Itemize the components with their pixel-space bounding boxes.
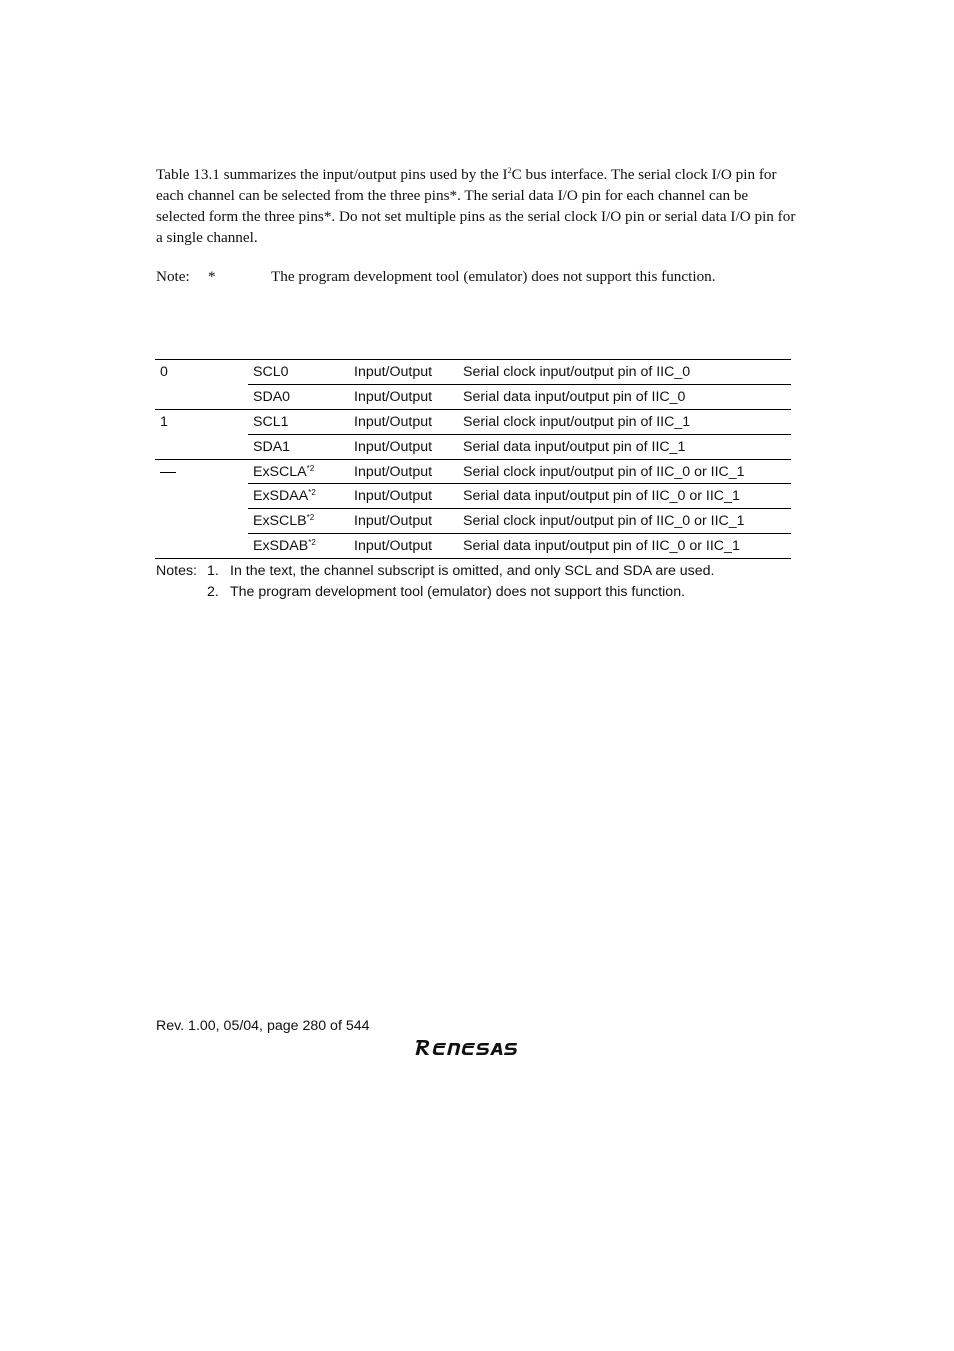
table-row — [155, 384, 791, 409]
channel-cell: 0 — [160, 364, 168, 380]
table-row — [155, 534, 791, 559]
pin-name-cell: SDA1 — [248, 434, 349, 459]
pin-footnote-ref: *2 — [306, 463, 315, 473]
table-row — [155, 459, 791, 484]
pin-name-cell: ExSDAB$^{*2}$ — [248, 534, 349, 559]
intro-text-part2: C bus interface. The serial clock I/O pin for each channel can be selected from the three pins*. The serial data I/O pin for each channel can be selected form the three pins*. Do not set multiple pins as the serial clock I/O pin or serial data I/O pin for a single channel. — [156, 166, 796, 246]
io-cell: Input/Output — [354, 363, 433, 380]
pin-name-cell: ExSDAA$^{*2}$ — [248, 484, 349, 509]
pin-name-cell: SDA0 — [248, 384, 349, 409]
io-cell: Input/Output — [349, 409, 458, 434]
pin-name-cell: SCL0 — [253, 363, 289, 380]
intro-superscript: 2 — [507, 166, 512, 175]
intro-text-part1: Table 13.1 summarizes the input/output pins used by the I — [156, 166, 508, 183]
channel-cell: 1 — [155, 409, 248, 459]
em-dash-mark — [160, 472, 176, 473]
pin-name-cell: SCL1 — [248, 409, 349, 434]
table-row — [155, 484, 791, 509]
page-footer-revision: Rev. 1.00, 05/04, page 280 of 544 — [156, 1018, 370, 1034]
function-cell: Serial data input/output pin of IIC_0 or IIC_1 — [458, 534, 791, 559]
function-cell: Serial data input/output pin of IIC_0 — [458, 384, 791, 409]
pin-footnote-ref: *2 — [308, 488, 316, 498]
pin-footnote-ref: *2 — [308, 538, 316, 548]
table-notes — [156, 561, 796, 603]
renesas-logo — [414, 1036, 534, 1058]
pin-footnote-ref: *2 — [306, 513, 315, 523]
table-row — [155, 434, 791, 459]
io-cell: Input/Output — [349, 434, 458, 459]
table-note-item — [156, 561, 796, 582]
table-note-number: 1. — [207, 563, 219, 579]
note-marker: * — [208, 268, 216, 285]
table-note-item — [156, 582, 796, 603]
pin-name-cell: ExSCLA$^{*2}$ — [248, 459, 349, 484]
table-row — [155, 509, 791, 534]
io-cell: Input/Output — [349, 534, 458, 559]
function-cell: Serial clock input/output pin of IIC_1 — [458, 409, 791, 434]
intro-paragraph — [156, 164, 796, 248]
table-notes-heading: Notes: — [156, 563, 198, 579]
function-cell: Serial clock input/output pin of IIC_0 or IIC_1 — [458, 459, 791, 484]
table-row — [155, 409, 791, 434]
channel-cell — [155, 459, 248, 559]
table-note-number: 2. — [207, 584, 219, 600]
pin-name-cell: ExSCLB$^{*2}$ — [248, 509, 349, 534]
function-cell: Serial clock input/output pin of IIC_0 or IIC_1 — [458, 509, 791, 534]
table-row — [155, 360, 791, 385]
pin-configuration-table — [155, 359, 791, 559]
io-cell: Input/Output — [349, 459, 458, 484]
function-cell: Serial clock input/output pin of IIC_0 — [463, 363, 691, 380]
table-note-text: In the text, the channel subscript is omitted, and only SCL and SDA are used. — [230, 563, 715, 579]
note-label: Note: — [156, 268, 190, 285]
io-cell: Input/Output — [349, 484, 458, 509]
io-cell: Input/Output — [349, 509, 458, 534]
function-cell: Serial data input/output pin of IIC_1 — [458, 434, 791, 459]
io-cell: Input/Output — [349, 384, 458, 409]
note-text: The program development tool (emulator) does not support this function. — [271, 268, 716, 285]
function-cell: Serial data input/output pin of IIC_0 or IIC_1 — [458, 484, 791, 509]
table-note-text: The program development tool (emulator) does not support this function. — [230, 584, 686, 600]
